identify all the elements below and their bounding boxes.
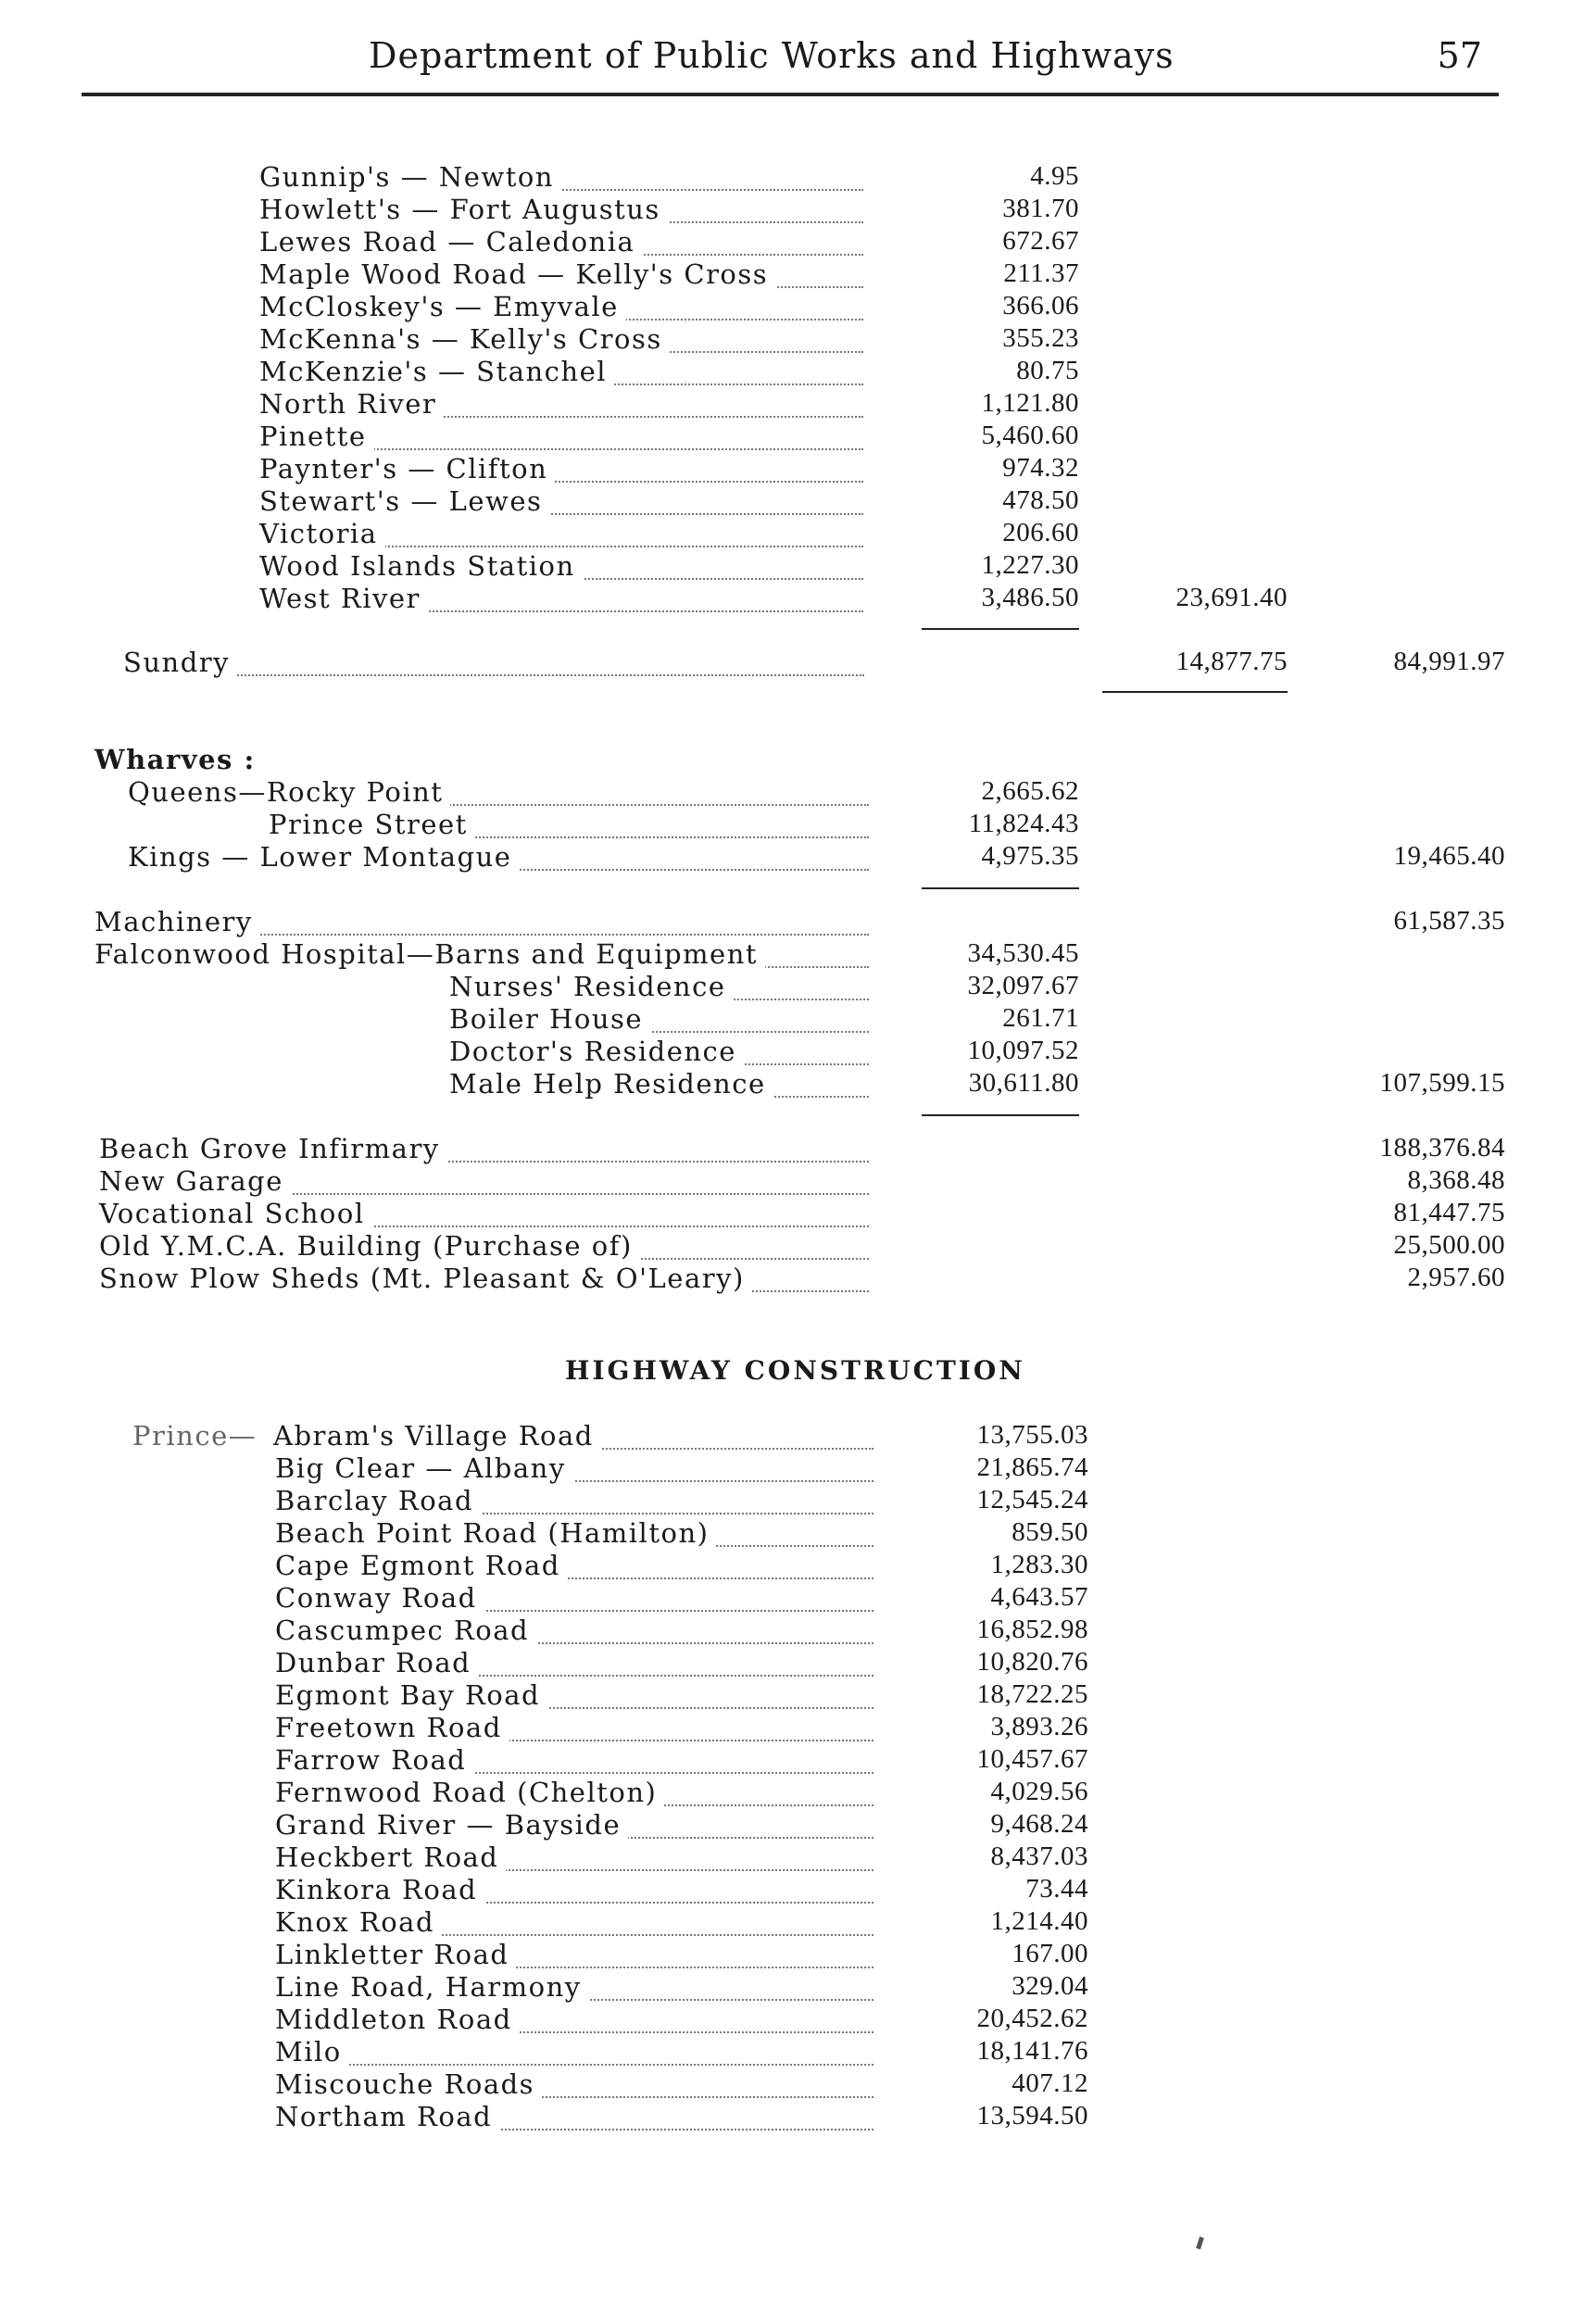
item-label: Abram's Village Road [273, 1420, 601, 1452]
item-amount: 1,227.30 [981, 550, 1079, 580]
item-amount: 5,460.60 [981, 421, 1079, 450]
item-amount: 21,865.74 [976, 1452, 1088, 1482]
sundry-row [123, 647, 864, 678]
total-rule [922, 1114, 1079, 1116]
wharves-heading-label: Wharves : [94, 744, 263, 775]
sundry-total: 84,991.97 [1393, 647, 1505, 676]
list-item [128, 841, 869, 873]
list-item [275, 1712, 873, 1743]
item-label: Prince Street [269, 809, 475, 840]
list-item [275, 1906, 873, 1938]
list-item [449, 1068, 869, 1100]
item-amount: 10,820.76 [976, 1647, 1088, 1677]
list-item [259, 485, 863, 517]
item-amount: 355.23 [1002, 323, 1079, 353]
item-total: 8,368.48 [1407, 1165, 1505, 1195]
item-amount: 329.04 [1012, 1971, 1088, 2001]
list-item [259, 421, 863, 452]
item-label: Pinette [259, 421, 374, 452]
item-amount: 13,594.50 [976, 2101, 1088, 2130]
falconwood-total: 107,599.15 [1379, 1068, 1505, 1098]
item-label: Wood Islands Station [259, 550, 583, 582]
list-item [259, 161, 863, 193]
item-label: Middleton Road [275, 2004, 520, 2035]
item-label: Stewart's — Lewes [259, 485, 549, 517]
item-label: Nurses' Residence [449, 971, 734, 1002]
list-item [275, 1971, 873, 2003]
list-item [94, 938, 869, 970]
list-item [259, 518, 863, 549]
list-item [259, 258, 863, 290]
list-item [275, 1939, 873, 1970]
item-label: West River [259, 583, 428, 614]
item-amount: 20,452.62 [976, 2004, 1088, 2033]
list-item [275, 1841, 873, 1873]
county-prefix [132, 1420, 264, 1452]
list-item [99, 1133, 869, 1164]
item-amount: 4,029.56 [990, 1777, 1088, 1806]
list-item [259, 356, 863, 387]
list-item [259, 194, 863, 225]
item-amount: 672.67 [1002, 226, 1079, 256]
list-item [449, 971, 869, 1002]
list-item [275, 2004, 873, 2035]
wharves-total: 19,465.40 [1393, 841, 1505, 871]
item-amount: 10,097.52 [967, 1036, 1079, 1065]
item-label: Fernwood Road (Chelton) [275, 1777, 664, 1808]
item-amount: 16,852.98 [976, 1615, 1088, 1644]
item-amount: 9,468.24 [990, 1809, 1088, 1839]
item-label: Conway Road [275, 1582, 484, 1614]
item-label: Maple Wood Road — Kelly's Cross [259, 258, 775, 290]
item-amount: 261.71 [1002, 1003, 1079, 1033]
list-item [259, 550, 863, 582]
list-item [275, 1777, 873, 1808]
list-item [269, 809, 869, 840]
item-amount: 18,722.25 [976, 1679, 1088, 1709]
item-label: Miscouche Roads [275, 2068, 542, 2100]
list-item [259, 323, 863, 355]
item-total: 81,447.75 [1393, 1198, 1505, 1227]
item-amount: 1,121.80 [981, 388, 1079, 418]
list-item [259, 226, 863, 258]
county-prefix-label: Prince— [132, 1420, 264, 1452]
item-label: Northam Road [275, 2101, 499, 2132]
item-label: Doctor's Residence [449, 1036, 744, 1067]
item-label: Vocational School [99, 1198, 372, 1229]
list-item [259, 388, 863, 420]
item-total: 2,957.60 [1407, 1263, 1505, 1292]
section-title: HIGHWAY CONSTRUCTION [565, 1355, 1025, 1386]
item-label: Dunbar Road [275, 1647, 478, 1678]
item-label: Beach Point Road (Hamilton) [275, 1517, 716, 1549]
list-item [275, 2101, 873, 2132]
item-label: Victoria [259, 518, 385, 549]
item-label: Line Road, Harmony [275, 1971, 589, 2003]
item-total: 188,376.84 [1379, 1133, 1505, 1163]
list-item [259, 291, 863, 322]
machinery-total: 61,587.35 [1393, 906, 1505, 936]
item-label: Egmont Bay Road [275, 1679, 547, 1711]
item-label: Heckbert Road [275, 1841, 506, 1873]
item-label: Cape Egmont Road [275, 1550, 568, 1581]
list-item [99, 1230, 869, 1262]
item-label: Linkletter Road [275, 1939, 516, 1970]
item-label: Milo [275, 2036, 349, 2067]
item-label: Gunnip's — Newton [259, 161, 561, 193]
list-item [259, 453, 863, 484]
list-item [259, 583, 863, 614]
item-amount: 18,141.76 [976, 2036, 1088, 2066]
list-item [275, 1452, 873, 1484]
total-rule [922, 628, 1079, 630]
item-label: Barclay Road [275, 1485, 481, 1516]
item-label: North River [259, 388, 444, 420]
item-amount: 4,975.35 [981, 841, 1079, 871]
list-item [449, 1036, 869, 1067]
list-item [273, 1420, 873, 1452]
list-item [275, 1615, 873, 1646]
item-amount: 30,611.80 [968, 1068, 1079, 1098]
item-label: Farrow Road [275, 1744, 473, 1776]
item-label: McCloskey's — Emyvale [259, 291, 626, 322]
item-total: 25,500.00 [1393, 1230, 1505, 1260]
item-amount: 34,530.45 [967, 938, 1079, 968]
item-label: Grand River — Bayside [275, 1809, 628, 1841]
item-label: Queens—Rocky Point [128, 776, 450, 808]
wharves-heading [94, 744, 372, 775]
list-item [275, 2036, 873, 2067]
item-amount: 4,643.57 [990, 1582, 1088, 1612]
item-label: New Garage [99, 1165, 291, 1197]
item-amount: 10,457.67 [976, 1744, 1088, 1774]
header-rule [82, 93, 1499, 96]
item-label: Beach Grove Infirmary [99, 1133, 447, 1164]
item-amount: 73.44 [1025, 1874, 1088, 1904]
machinery-row [94, 906, 869, 937]
list-item [275, 1809, 873, 1841]
item-amount: 974.32 [1002, 453, 1079, 483]
item-label: Falconwood Hospital—Barns and Equipment [94, 938, 765, 970]
item-label: Howlett's — Fort Augustus [259, 194, 668, 225]
list-item [99, 1165, 869, 1197]
item-amount: 366.06 [1002, 291, 1079, 320]
item-amount: 859.50 [1012, 1517, 1088, 1547]
item-label: Knox Road [275, 1906, 442, 1938]
item-label: Kings — Lower Montague [128, 841, 519, 873]
item-label: Male Help Residence [449, 1068, 773, 1100]
item-amount: 12,545.24 [976, 1485, 1088, 1514]
list-item [99, 1263, 869, 1294]
item-label: Freetown Road [275, 1712, 509, 1743]
item-amount: 11,824.43 [968, 809, 1079, 838]
list-item [275, 1679, 873, 1711]
print-speck [1196, 2237, 1204, 2250]
subtotal-amount: 23,691.40 [1175, 583, 1288, 612]
list-item [275, 1582, 873, 1614]
item-amount: 3,893.26 [990, 1712, 1088, 1741]
item-amount: 8,437.03 [990, 1841, 1088, 1871]
list-item [128, 776, 869, 808]
sundry-label: Sundry [123, 647, 237, 678]
item-amount: 3,486.50 [981, 583, 1079, 612]
item-amount: 1,283.30 [990, 1550, 1088, 1579]
total-rule [1102, 691, 1288, 693]
item-label: Big Clear — Albany [275, 1452, 573, 1484]
list-item [275, 1744, 873, 1776]
item-label: Lewes Road — Caledonia [259, 226, 642, 258]
item-amount: 1,214.40 [990, 1906, 1088, 1936]
page-number: 57 [1437, 35, 1482, 76]
item-label: Paynter's — Clifton [259, 453, 555, 484]
item-amount: 206.60 [1002, 518, 1079, 547]
list-item [275, 1517, 873, 1549]
item-amount: 167.00 [1012, 1939, 1088, 1968]
item-label: Cascumpec Road [275, 1615, 536, 1646]
list-item [275, 1647, 873, 1678]
list-item [449, 1003, 869, 1035]
page-title: Department of Public Works and Highways [369, 35, 1175, 76]
list-item [275, 1550, 873, 1581]
item-amount: 4.95 [1030, 161, 1079, 191]
item-label: McKenna's — Kelly's Cross [259, 323, 670, 355]
item-label: Boiler House [449, 1003, 650, 1035]
item-label: Snow Plow Sheds (Mt. Pleasant & O'Leary) [99, 1263, 752, 1294]
item-amount: 2,665.62 [981, 776, 1079, 806]
total-rule [922, 887, 1079, 889]
page-header [83, 35, 1501, 82]
item-amount: 407.12 [1012, 2068, 1088, 2098]
list-item [275, 1485, 873, 1516]
item-amount: 80.75 [1016, 356, 1079, 385]
item-amount: 13,755.03 [976, 1420, 1088, 1450]
machinery-label: Machinery [94, 906, 260, 937]
list-item [99, 1198, 869, 1229]
item-label: Kinkora Road [275, 1874, 484, 1905]
leader-dots [275, 2036, 873, 2066]
item-amount: 32,097.67 [967, 971, 1079, 1000]
list-item [275, 1874, 873, 1905]
list-item [275, 2068, 873, 2100]
item-amount: 478.50 [1002, 485, 1079, 515]
item-label: Old Y.M.C.A. Building (Purchase of) [99, 1230, 640, 1262]
item-amount: 381.70 [1002, 194, 1079, 223]
item-label: McKenzie's — Stanchel [259, 356, 614, 387]
sundry-subtotal: 14,877.75 [1175, 647, 1288, 676]
item-amount: 211.37 [1003, 258, 1079, 288]
